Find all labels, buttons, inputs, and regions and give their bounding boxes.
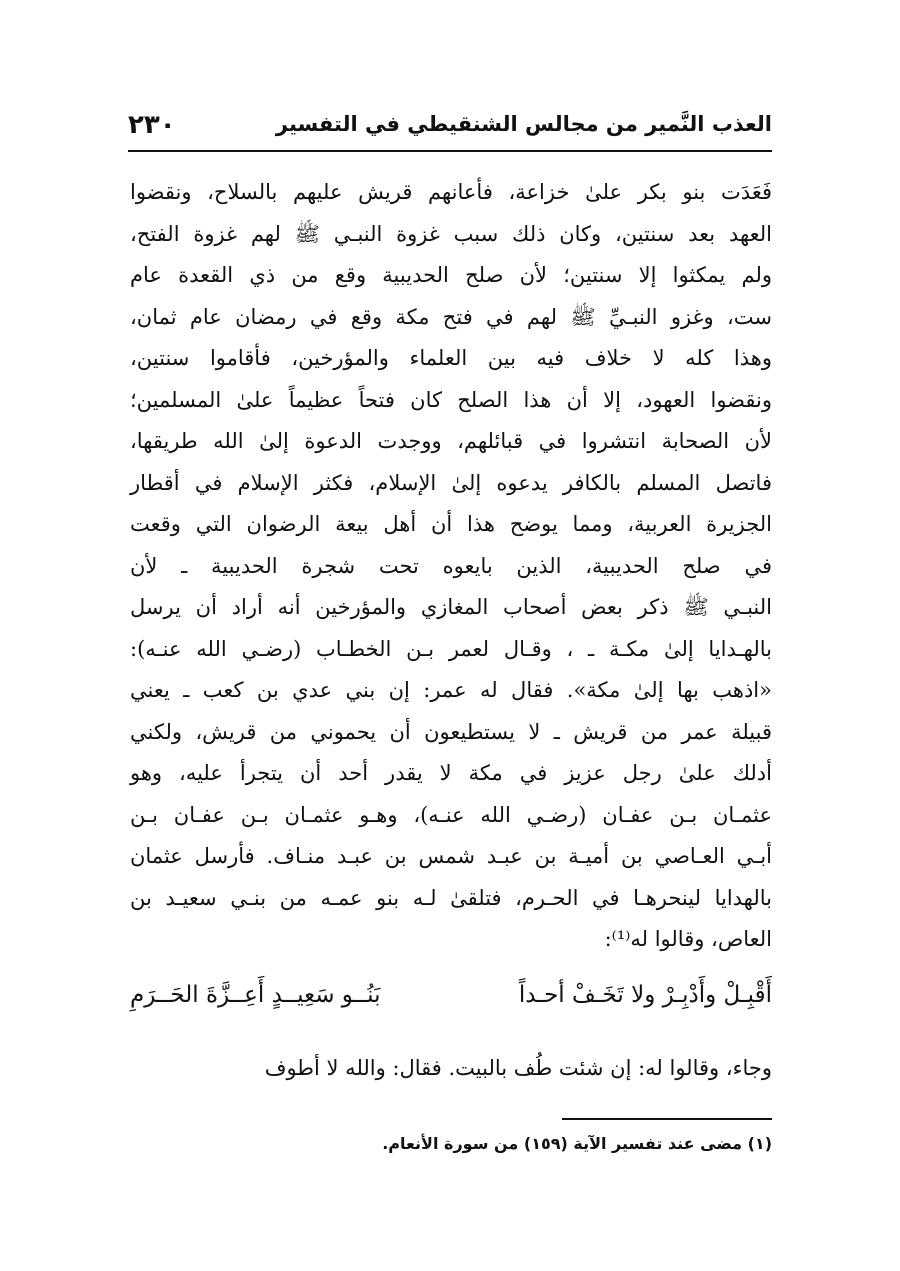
text-line: فَعَدَت بنو بكر علىٰ خزاعة، فأعانهم قريش عليهم بالسلاح، ونقضوا	[130, 180, 772, 204]
body-text	[130, 172, 772, 961]
text-line: الجزيرة العربية، ومما يوضح هذا أن أهل بيعة الرضوان التي وقعت	[130, 512, 772, 536]
text-line: بالهـدايا إلىٰ مكـة ـ ، وقـال لعمر بـن الخطـاب (رضـي الله عنـه):	[130, 636, 772, 661]
verse-first-hemistich: أَقْبِـلْ وأَدْبِـرْ ولا تَخَـفْ أحـداً	[518, 982, 772, 1008]
verse-second-hemistich: بَنُــو سَعِيــدٍ أَعِــزَّةَ الحَــرَمِ	[130, 982, 381, 1008]
text-line: «اذهب بها إلىٰ مكة». فقال له عمر: إن بني عدي بن كعب ـ يعني	[130, 678, 772, 702]
text-line: ست، وغزو النبـيِّ ﷺ لهم في فتح مكة وقع في رمضان عام ثمان،	[130, 304, 772, 329]
text-line: أبـي العـاصي بن أميـة بن عبـد شمس بن عبـد منـاف. فأرسل عثمان	[130, 844, 772, 868]
text-line: أدلك علىٰ رجل عزيز في مكة لا يقدر أحد أن يتجرأ عليه، وهو	[130, 761, 772, 785]
text-line: وهذا كله لا خلاف فيه بين العلماء والمؤرخين، فأقاموا سنتين،	[130, 346, 772, 370]
footnote-rule	[562, 1118, 772, 1120]
text-line-after-verse: وجاء، وقالوا له: إن شئت طُف بالبيت. فقال: والله لا أطوف	[264, 1056, 772, 1080]
poetry-verse	[130, 972, 772, 1018]
page-number: ٢٣٠	[128, 110, 176, 140]
text-line: في صلح الحديبية، الذين بايعوه تحت شجرة الحديبية ـ لأن	[130, 553, 772, 578]
header-rule	[128, 150, 772, 152]
text-line: لأن الصحابة انتشروا في قبائلهم، ووجدت الدعوة إلىٰ الله طريقها،	[130, 429, 772, 453]
text-line: عثمـان بـن عفـان (رضـي الله عنـه)، وهـو عثمـان بـن عفـان بـن	[130, 802, 772, 827]
text-line: بالهدايا لينحرهـا في الحـرم، فتلقىٰ لـه بنو عمـه من بنـي سعيـد بن	[130, 885, 772, 910]
text-line: النبـي ﷺ ذكر بعض أصحاب المغازي والمؤرخين أنه أراد أن يرسل	[130, 595, 772, 619]
text-line: ولم يمكثوا إلا سنتين؛ لأن صلح الحديبية وقع من ذي القعدة عام	[130, 263, 772, 287]
page-header	[128, 110, 772, 146]
text-line: العاص، وقالوا له⁽¹⁾:	[604, 927, 772, 951]
text-line: العهد بعد سنتين، وكان ذلك سبب غزوة النبـي ﷺ لهم غزوة الفتح،	[130, 221, 772, 246]
running-title: العذب النَّمير من مجالس الشنقيطي في التفسير	[275, 112, 772, 136]
text-line: قبيلة عمر من قريش ـ لا يستطيعون أن يحموني من قريش، ولكني	[130, 719, 772, 744]
footnote: (١) مضى عند تفسير الآية (١٥٩) من سورة الأنعام.	[382, 1134, 772, 1153]
text-line: فاتصل المسلم بالكافر يدعوه إلىٰ الإسلام، فكثر الإسلام في أقطار	[130, 470, 772, 495]
text-line: ونقضوا العهود، إلا أن هذا الصلح كان فتحاً عظيماً علىٰ المسلمين؛	[130, 387, 772, 412]
